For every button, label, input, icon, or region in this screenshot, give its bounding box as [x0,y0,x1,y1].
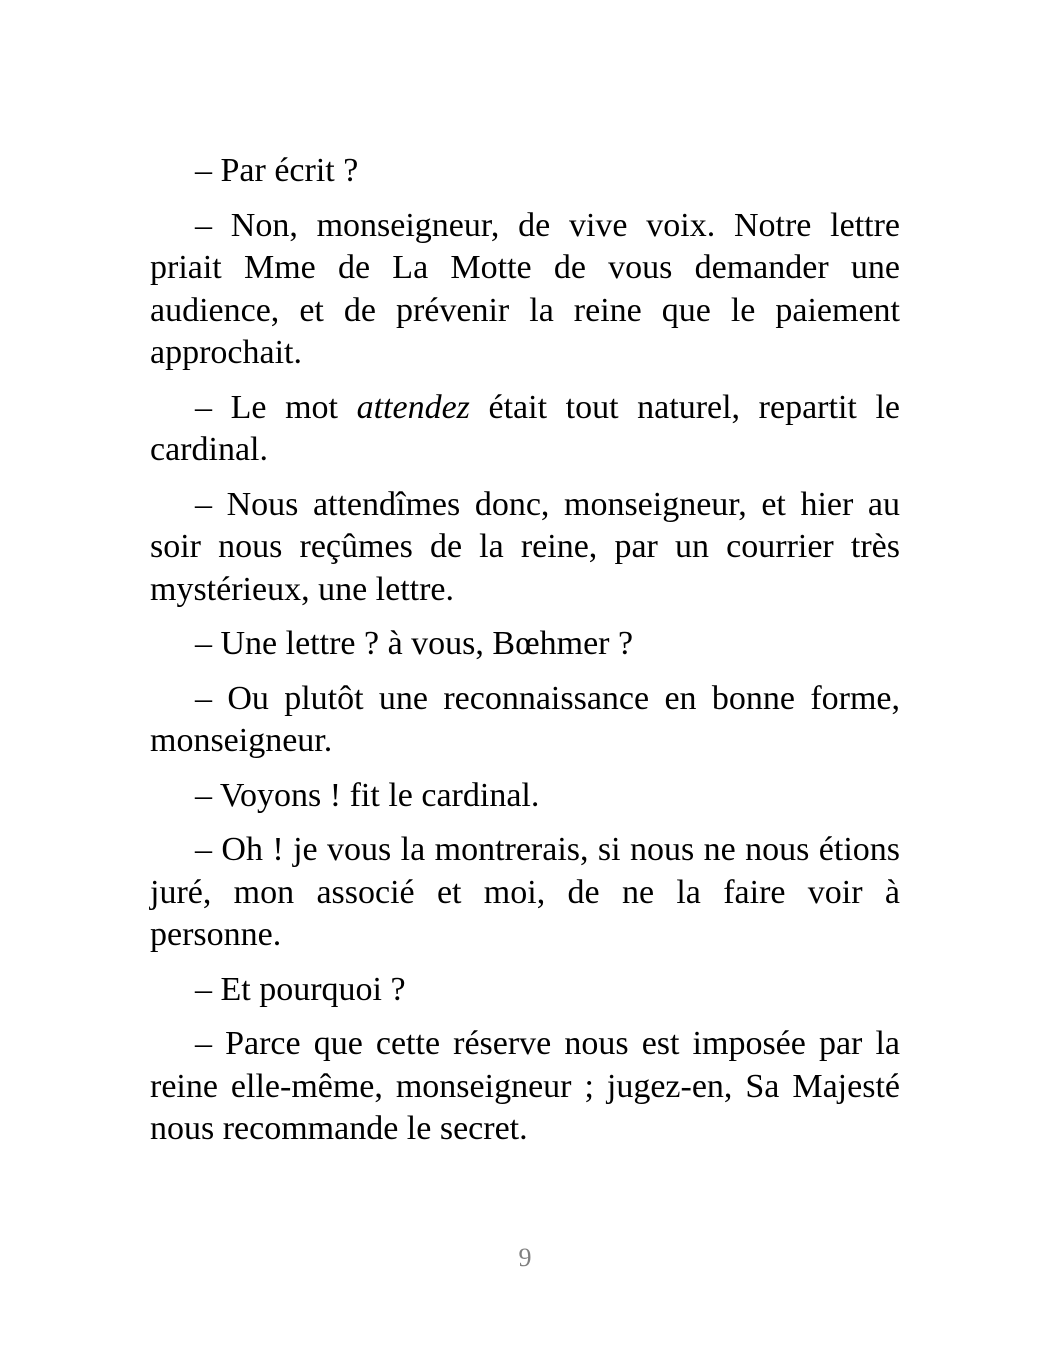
paragraph: – Parce que cette réserve nous est imposée par la reine elle-même, monseigneur ; jugez-en, Sa Majesté nous recommande le secret. [150,1025,900,1147]
page-body [150,150,900,1163]
paragraph: – Ou plutôt une reconnaissance en bonne forme, monseigneur. [150,679,900,759]
paragraph: – Et pourquoi ? [195,970,406,1008]
italic-word: attendez [356,388,470,426]
paragraph: – Nous attendîmes donc, monseigneur, et hier au soir nous reçûmes de la reine, par un courrier très mystérieux, une lettre. [150,485,900,608]
paragraph-text: – Le mot [195,388,357,426]
paragraph: – Oh ! je vous la montrerais, si nous ne nous étions juré, mon associé et moi, de ne la faire voir à personne. [150,831,900,953]
paragraph-text: était tout naturel, repartit le cardinal. [150,388,900,468]
paragraph: – Par écrit ? [195,152,359,189]
paragraph: – Non, monseigneur, de vive voix. Notre lettre priait Mme de La Motte de vous demander une audience, et de prévenir la reine que le paiement approchait. [150,206,900,371]
paragraph: – Voyons ! fit le cardinal. [195,776,540,814]
page-number: 9 [518,1243,532,1272]
paragraph: – Une lettre ? à vous, Bœhmer ? [195,625,634,662]
paragraph [150,387,900,472]
